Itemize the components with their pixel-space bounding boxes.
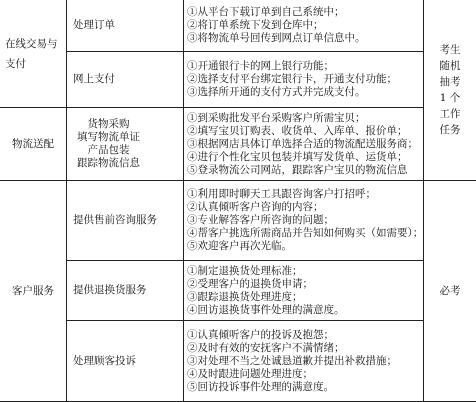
note-line: 任务 xyxy=(439,124,461,136)
task-steps-cell xyxy=(184,108,424,181)
note-line: 随机 xyxy=(439,60,461,72)
task-step: ②将订单系统下发到仓库中； xyxy=(187,19,324,31)
task-step: ③根据网店具体订单选择合适的物流配送服务商； xyxy=(187,137,418,150)
task-name-cell xyxy=(67,0,184,52)
task-steps-cell xyxy=(184,261,424,321)
task-name-cell xyxy=(67,181,184,261)
task-name-cell xyxy=(67,261,184,321)
task-name-line: 跟踪物流信息 xyxy=(77,157,140,169)
task-name-cell xyxy=(67,321,184,402)
task-name: 提供售前咨询服务 xyxy=(73,214,157,226)
task-step: ⑤登录物流公司网站，跟踪客户宝贝的物流信息 xyxy=(187,163,408,176)
category-logistics xyxy=(0,108,67,181)
task-step: ②及时有效的安抚客户不满情绪； xyxy=(187,341,345,354)
task-name-line: 货物采购 xyxy=(87,118,130,130)
note-line: 考生 xyxy=(439,44,461,56)
task-step: ④回访退换货事件处理的满意度。 xyxy=(187,303,345,316)
task-steps-cell xyxy=(184,321,424,402)
task-step: ①制定退换货处理标准； xyxy=(187,264,303,277)
task-step: ⑤回访投诉事件处理的满意度。 xyxy=(187,380,334,393)
task-step: ③跟踪退换货处理进度； xyxy=(187,290,303,303)
note-line: 1 个 xyxy=(439,92,461,104)
note-random-selection xyxy=(424,0,476,181)
task-name-line: 产品包装 xyxy=(87,144,130,156)
category-online-trading xyxy=(0,0,67,108)
task-name: 处理顾客投诉 xyxy=(73,354,136,367)
task-step: ②受理客户的退换货申请； xyxy=(187,277,313,290)
task-step: ①开通银行卡的网上银行功能； xyxy=(187,60,334,72)
task-name: 提供退换货服务 xyxy=(73,284,147,296)
task-step: ②填写宝贝订购表、收货单、入库单、报价单； xyxy=(187,124,408,137)
category-customer-service xyxy=(0,181,67,402)
task-name-line: 填写物流单证 xyxy=(77,131,140,143)
task-step: ④帮客户挑选所需商品并告知如何购买（如需要）； xyxy=(187,227,424,239)
task-name: 处理订单 xyxy=(73,19,115,31)
task-step: ③将物流单号回传到网点订单信息中。 xyxy=(187,32,366,44)
task-name-cell xyxy=(67,108,184,181)
task-name: 网上支付 xyxy=(73,73,115,85)
category-online-trading-label: 在线交易与支付 xyxy=(5,37,58,70)
task-step: ③选择所开通的支付方式并完成支付。 xyxy=(187,86,366,98)
task-step: ①利用即时聊天工具跟咨询客户打招呼； xyxy=(187,188,376,200)
note-required-label: 必考 xyxy=(439,284,461,297)
task-steps-cell xyxy=(184,52,424,108)
note-line: 工作 xyxy=(439,108,461,120)
note-line: 抽考 xyxy=(439,76,461,88)
task-step: ①到采购批发平台采购客户所需宝贝； xyxy=(187,111,366,124)
task-step: ③专业解答客户所咨询的问题； xyxy=(187,214,334,226)
task-step: ④及时跟进问题处理进度； xyxy=(187,367,313,380)
task-name-cell xyxy=(67,52,184,108)
task-step: ②认真倾听客户咨询的内容； xyxy=(187,201,324,213)
task-steps-cell xyxy=(184,0,424,52)
task-steps-cell xyxy=(184,181,424,261)
note-required xyxy=(424,181,476,402)
task-step: ④进行个性化宝贝包装并填写发货单、运货单； xyxy=(187,150,408,163)
task-step: ②选择支付平台绑定银行卡，开通支付功能； xyxy=(187,73,397,85)
task-step: ①认真倾听客户的投诉及抱怨； xyxy=(187,328,334,341)
category-customer-service-label: 客户服务 xyxy=(12,284,54,297)
category-logistics-label: 物流送配 xyxy=(12,137,54,150)
task-step: ⑤欢迎客户再次光临。 xyxy=(187,240,292,252)
task-step: ③对处理不当之处诚恳道歉并提出补救措施； xyxy=(187,354,397,367)
task-step: ①从平台下载订单到自己系统中； xyxy=(187,6,345,18)
